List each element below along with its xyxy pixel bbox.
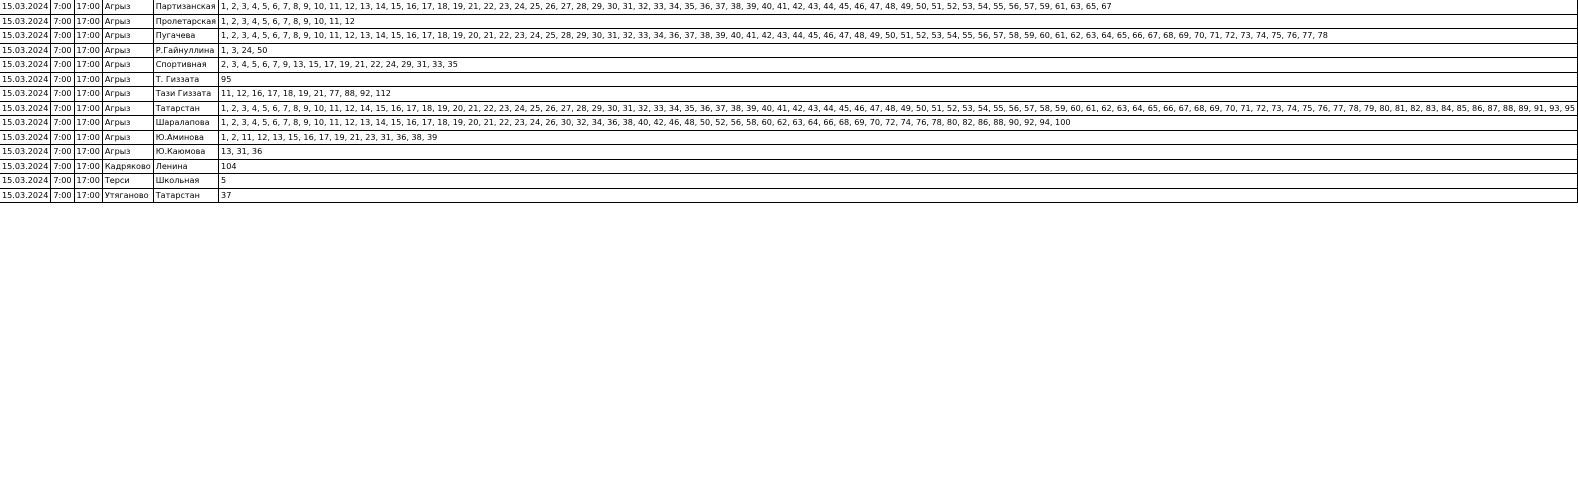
date-cell[interactable]: 15.03.2024 [0, 101, 51, 116]
end-time-cell[interactable]: 17:00 [74, 101, 102, 116]
date-cell[interactable]: 15.03.2024 [0, 29, 51, 44]
date-cell[interactable]: 15.03.2024 [0, 87, 51, 102]
table-row[interactable] [0, 101, 1578, 116]
table-row[interactable] [0, 14, 1578, 29]
table-row[interactable] [0, 159, 1578, 174]
date-cell[interactable]: 15.03.2024 [0, 58, 51, 73]
locality-cell[interactable]: Агрыз [102, 130, 153, 145]
date-cell[interactable]: 15.03.2024 [0, 174, 51, 189]
table-row[interactable] [0, 0, 1578, 14]
locality-cell[interactable]: Агрыз [102, 14, 153, 29]
locality-cell[interactable]: Агрыз [102, 58, 153, 73]
date-cell[interactable]: 15.03.2024 [0, 72, 51, 87]
houses-cell[interactable]: 1, 2, 3, 4, 5, 6, 7, 8, 9, 10, 11, 12, 13, 14, 15, 16, 17, 18, 19, 20, 21, 22, 23, 24, 26, 30, 32, 34, 36, 38, 40, 42, 46, 48, 50, 52, 56, 58, 60, 62, 63, 64, 66, 68, 69, 70, 72, 74, 76, 78, 80, 82, 86, 88, 90, 92, 94, 100 [219, 116, 1578, 131]
houses-cell[interactable]: 1, 2, 11, 12, 13, 15, 16, 17, 19, 21, 23, 31, 36, 38, 39 [219, 130, 1578, 145]
start-time-cell[interactable]: 7:00 [51, 130, 74, 145]
street-cell[interactable]: Шаралапова [153, 116, 218, 131]
start-time-cell[interactable]: 7:00 [51, 29, 74, 44]
houses-cell[interactable]: 1, 3, 24, 50 [219, 43, 1578, 58]
locality-cell[interactable]: Агрыз [102, 145, 153, 160]
end-time-cell[interactable]: 17:00 [74, 58, 102, 73]
start-time-cell[interactable]: 7:00 [51, 14, 74, 29]
table-row[interactable] [0, 130, 1578, 145]
houses-cell[interactable]: 1, 2, 3, 4, 5, 6, 7, 8, 9, 10, 11, 12, 14, 15, 16, 17, 18, 19, 20, 21, 22, 23, 24, 25, 26, 27, 28, 29, 30, 31, 32, 33, 34, 35, 36, 37, 38, 39, 40, 41, 42, 43, 44, 45, 46, 47, 48, 49, 50, 51, 52, 53, 54, 55, 56, 57, 58, 59, 60, 61, 62, 63, 64, 65, 66, 67, 68, 69, 70, 71, 72, 73, 74, 75, 76, 77, 78, 79, 80, 81, 82, 83, 84, 85, 86, 87, 88, 89, 91, 93, 95 [219, 101, 1578, 116]
table-row[interactable] [0, 43, 1578, 58]
table-row[interactable] [0, 29, 1578, 44]
street-cell[interactable]: Пролетарская [153, 14, 218, 29]
start-time-cell[interactable]: 7:00 [51, 87, 74, 102]
locality-cell[interactable]: Агрыз [102, 0, 153, 14]
locality-cell[interactable]: Утяганово [102, 188, 153, 203]
street-cell[interactable]: Татарстан [153, 101, 218, 116]
locality-cell[interactable]: Терси [102, 174, 153, 189]
start-time-cell[interactable]: 7:00 [51, 188, 74, 203]
houses-cell[interactable]: 2, 3, 4, 5, 6, 7, 9, 13, 15, 17, 19, 21, 22, 24, 29, 31, 33, 35 [219, 58, 1578, 73]
start-time-cell[interactable]: 7:00 [51, 72, 74, 87]
table-row[interactable] [0, 58, 1578, 73]
outage-schedule-table [0, 0, 1578, 203]
date-cell[interactable]: 15.03.2024 [0, 130, 51, 145]
date-cell[interactable]: 15.03.2024 [0, 145, 51, 160]
end-time-cell[interactable]: 17:00 [74, 188, 102, 203]
houses-cell[interactable]: 1, 2, 3, 4, 5, 6, 7, 8, 9, 10, 11, 12 [219, 14, 1578, 29]
start-time-cell[interactable]: 7:00 [51, 0, 74, 14]
date-cell[interactable]: 15.03.2024 [0, 116, 51, 131]
end-time-cell[interactable]: 17:00 [74, 174, 102, 189]
locality-cell[interactable]: Агрыз [102, 116, 153, 131]
start-time-cell[interactable]: 7:00 [51, 159, 74, 174]
locality-cell[interactable]: Агрыз [102, 87, 153, 102]
start-time-cell[interactable]: 7:00 [51, 101, 74, 116]
end-time-cell[interactable]: 17:00 [74, 43, 102, 58]
street-cell[interactable]: Ю.Аминова [153, 130, 218, 145]
locality-cell[interactable]: Агрыз [102, 101, 153, 116]
start-time-cell[interactable]: 7:00 [51, 43, 74, 58]
date-cell[interactable]: 15.03.2024 [0, 14, 51, 29]
start-time-cell[interactable]: 7:00 [51, 174, 74, 189]
date-cell[interactable]: 15.03.2024 [0, 159, 51, 174]
street-cell[interactable]: Партизанская [153, 0, 218, 14]
end-time-cell[interactable]: 17:00 [74, 116, 102, 131]
street-cell[interactable]: Татарстан [153, 188, 218, 203]
table-row[interactable] [0, 116, 1578, 131]
outage-schedule-body [0, 0, 1578, 203]
table-row[interactable] [0, 188, 1578, 203]
houses-cell[interactable]: 104 [219, 159, 1578, 174]
houses-cell[interactable]: 5 [219, 174, 1578, 189]
start-time-cell[interactable]: 7:00 [51, 145, 74, 160]
houses-cell[interactable]: 13, 31, 36 [219, 145, 1578, 160]
street-cell[interactable]: Ленина [153, 159, 218, 174]
end-time-cell[interactable]: 17:00 [74, 159, 102, 174]
end-time-cell[interactable]: 17:00 [74, 0, 102, 14]
houses-cell[interactable]: 1, 2, 3, 4, 5, 6, 7, 8, 9, 10, 11, 12, 13, 14, 15, 16, 17, 18, 19, 20, 21, 22, 23, 24, 25, 28, 29, 30, 31, 32, 33, 34, 36, 37, 38, 39, 40, 41, 42, 43, 44, 45, 46, 47, 48, 49, 50, 51, 52, 53, 54, 55, 56, 57, 58, 59, 60, 61, 62, 63, 64, 65, 66, 67, 68, 69, 70, 71, 72, 73, 74, 75, 76, 77, 78 [219, 29, 1578, 44]
end-time-cell[interactable]: 17:00 [74, 87, 102, 102]
street-cell[interactable]: Пугачева [153, 29, 218, 44]
date-cell[interactable]: 15.03.2024 [0, 43, 51, 58]
table-row[interactable] [0, 87, 1578, 102]
table-row[interactable] [0, 174, 1578, 189]
houses-cell[interactable]: 37 [219, 188, 1578, 203]
houses-cell[interactable]: 1, 2, 3, 4, 5, 6, 7, 8, 9, 10, 11, 12, 13, 14, 15, 16, 17, 18, 19, 21, 22, 23, 24, 25, 26, 27, 28, 29, 30, 31, 32, 33, 34, 35, 36, 37, 38, 39, 40, 41, 42, 43, 44, 45, 46, 47, 48, 49, 50, 51, 52, 53, 54, 55, 56, 57, 59, 61, 63, 65, 67 [219, 0, 1578, 14]
street-cell[interactable]: Тази Гиззата [153, 87, 218, 102]
start-time-cell[interactable]: 7:00 [51, 116, 74, 131]
table-row[interactable] [0, 72, 1578, 87]
street-cell[interactable]: Школьная [153, 174, 218, 189]
end-time-cell[interactable]: 17:00 [74, 145, 102, 160]
table-row[interactable] [0, 145, 1578, 160]
locality-cell[interactable]: Кадряково [102, 159, 153, 174]
start-time-cell[interactable]: 7:00 [51, 58, 74, 73]
houses-cell[interactable]: 95 [219, 72, 1578, 87]
locality-cell[interactable]: Агрыз [102, 29, 153, 44]
street-cell[interactable]: Спортивная [153, 58, 218, 73]
street-cell[interactable]: Ю.Каюмова [153, 145, 218, 160]
end-time-cell[interactable]: 17:00 [74, 72, 102, 87]
street-cell[interactable]: Т. Гиззата [153, 72, 218, 87]
date-cell[interactable]: 15.03.2024 [0, 0, 51, 14]
houses-cell[interactable]: 11, 12, 16, 17, 18, 19, 21, 77, 88, 92, 112 [219, 87, 1578, 102]
street-cell[interactable]: Р.Гайнуллина [153, 43, 218, 58]
locality-cell[interactable]: Агрыз [102, 72, 153, 87]
locality-cell[interactable]: Агрыз [102, 43, 153, 58]
end-time-cell[interactable]: 17:00 [74, 130, 102, 145]
end-time-cell[interactable]: 17:00 [74, 14, 102, 29]
date-cell[interactable]: 15.03.2024 [0, 188, 51, 203]
end-time-cell[interactable]: 17:00 [74, 29, 102, 44]
